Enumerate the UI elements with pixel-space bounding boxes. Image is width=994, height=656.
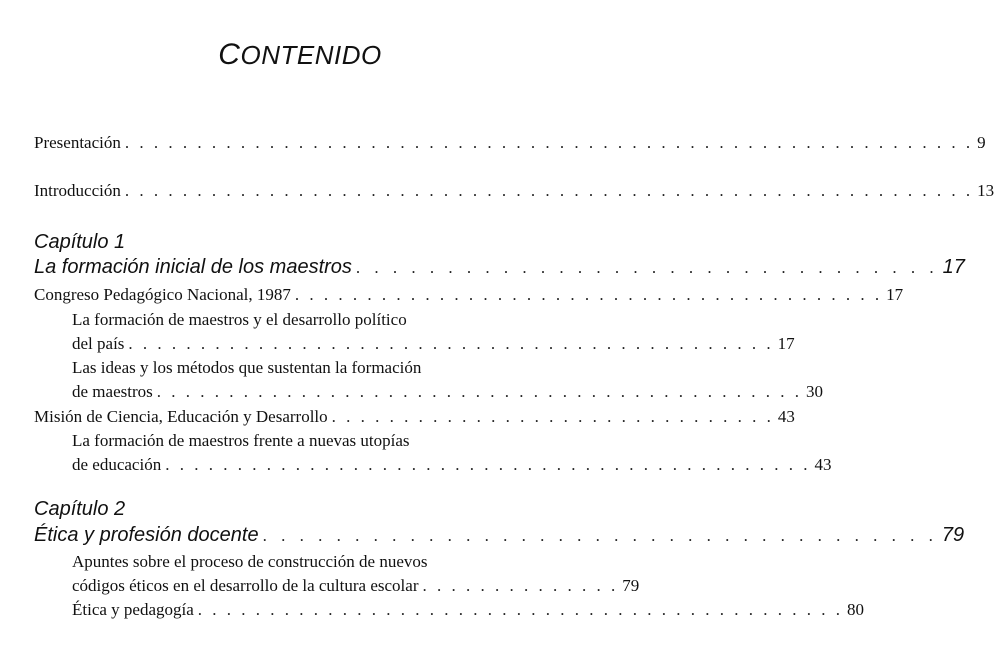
chapter-2-heading: Capítulo 2 (34, 498, 126, 520)
toc-entry-etica-pedagogia[interactable] (72, 599, 865, 621)
toc-entry-apuntes-line1[interactable]: Apuntes sobre el proceso de construcción de nuevos (72, 552, 428, 571)
leader-dots: . . . . . . . . . . . . . . . . . . . . . . . . . . . . . . . (331, 407, 774, 426)
chapter-title-page: 17 (942, 256, 965, 278)
chapter-1-title[interactable] (34, 255, 965, 280)
leader-dots: . . . . . . . . . . . . . . . . . . . . . . . . . . . . . . . . . . . . . . . . . . . . . . . . . . . . . . . . . . . (124, 133, 974, 152)
toc-entry-page: 80 (847, 600, 865, 619)
leader-dots: . . . . . . . . . . . . . . (422, 576, 619, 595)
page-title (0, 38, 600, 72)
toc-entry-label: Misión de Ciencia, Educación y Desarrollo (34, 407, 328, 426)
toc-entry-ideas-metodos[interactable] (72, 381, 823, 403)
leader-dots: . . . . . . . . . . . . . . . . . . . . . . . . . . . . . . . . . . . . . (262, 526, 938, 545)
chapter-title-label: La formación inicial de los maestros (34, 256, 352, 278)
toc-entry-label: Introducción (34, 181, 121, 200)
chapter-title-page: 79 (941, 524, 965, 546)
toc-entry-label: Ética y pedagogía (72, 600, 194, 619)
toc-entry-label: del país (72, 334, 125, 353)
toc-entry-formacion-desarrollo-line1[interactable]: La formación de maestros y el desarrollo político (72, 310, 407, 329)
chapter-1-heading: Capítulo 1 (34, 231, 126, 253)
toc-entry-apuntes[interactable] (72, 575, 640, 597)
toc-entry-formacion-desarrollo[interactable] (72, 333, 795, 355)
toc-entry-congreso[interactable] (34, 284, 904, 306)
toc-entry-page: 17 (777, 334, 795, 353)
leader-dots: . . . . . . . . . . . . . . . . . . . . . . . . . . . . . . . . . . . . . . . . . . . . . . . . . . . . . . . . . . . (124, 181, 974, 200)
toc-entry-mision[interactable] (34, 406, 795, 428)
toc-entry-utopias[interactable] (72, 454, 832, 476)
toc-entry-page: 79 (622, 576, 640, 595)
leader-dots: . . . . . . . . . . . . . . . . . . . . . . . . . . . . . . . . . . . . . . . . . . . . . (165, 455, 811, 474)
leader-dots: . . . . . . . . . . . . . . . . . . . . . . . . . . . . . . . . . . . . . . . . . . . . . (156, 382, 802, 401)
title-rest: ONTENIDO (240, 40, 382, 70)
title-initial: C (218, 38, 241, 71)
toc-entry-page: 13 (977, 181, 994, 200)
leader-dots: . . . . . . . . . . . . . . . . . . . . . . . . . . . . . . . . (355, 258, 939, 277)
toc-entry-page: 43 (777, 407, 795, 426)
toc-entry-ideas-metodos-line1[interactable]: Las ideas y los métodos que sustentan la formación (72, 358, 422, 377)
toc-entry-utopias-line1[interactable]: La formación de maestros frente a nuevas utopías (72, 431, 410, 450)
toc-entry-label: de maestros (72, 382, 153, 401)
toc-entry-label: Presentación (34, 133, 121, 152)
toc-entry-label: de educación (72, 455, 162, 474)
toc-entry-page: 43 (814, 455, 832, 474)
toc-entry-page: 9 (977, 133, 986, 152)
toc-entry-label: Congreso Pedagógico Nacional, 1987 (34, 285, 291, 304)
leader-dots: . . . . . . . . . . . . . . . . . . . . . . . . . . . . . . . . . . . . . . . . . . . . . (128, 334, 774, 353)
toc-entry-page: 17 (886, 285, 904, 304)
toc-entry-introduccion[interactable] (34, 180, 994, 202)
leader-dots: . . . . . . . . . . . . . . . . . . . . . . . . . . . . . . . . . . . . . . . . . (294, 285, 883, 304)
leader-dots: . . . . . . . . . . . . . . . . . . . . . . . . . . . . . . . . . . . . . . . . . . . . . (197, 600, 844, 619)
chapter-2-title[interactable] (34, 523, 965, 548)
toc-entry-presentacion[interactable] (34, 132, 986, 154)
chapter-title-label: Ética y profesión docente (34, 524, 259, 546)
toc-entry-page: 30 (805, 382, 823, 401)
toc-entry-label: códigos éticos en el desarrollo de la cultura escolar (72, 576, 419, 595)
